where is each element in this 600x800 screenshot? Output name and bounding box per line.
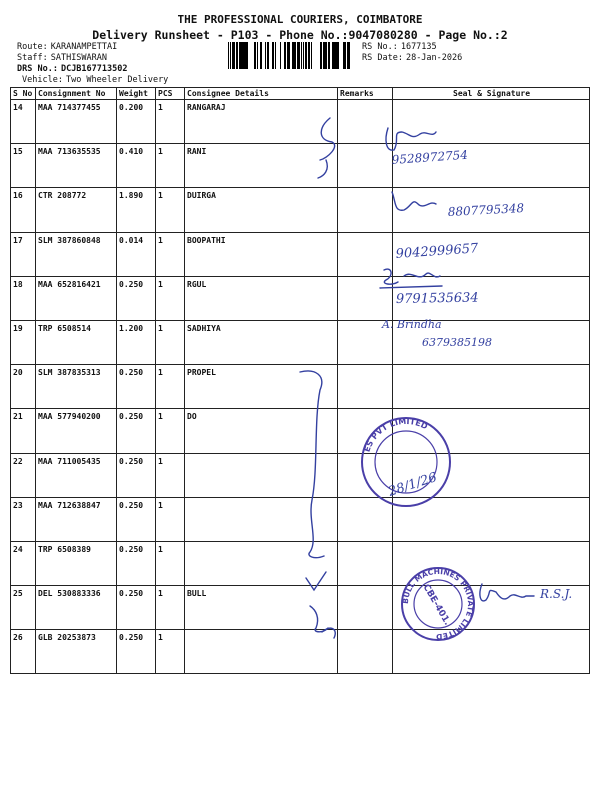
route-value: KARANAMPETTAI: [50, 42, 118, 52]
header-consignment: Consignment No: [36, 88, 117, 100]
cell-pcs: 1: [156, 276, 185, 320]
cell-consignee: BOOPATHI: [185, 232, 338, 276]
handwritten-phone-row18: 9791535634: [395, 290, 479, 307]
cell-weight: 0.250: [117, 409, 156, 453]
cell-consignment: MAA 652816421: [36, 276, 117, 320]
runsheet-table: [10, 87, 590, 674]
cell-consignee: [185, 630, 338, 674]
cell-pcs: 1: [156, 453, 185, 497]
header-weight: Weight: [117, 88, 156, 100]
cell-remarks: [338, 320, 393, 364]
table-header-row: [11, 88, 590, 100]
cell-consignee: RANGARAJ: [185, 100, 338, 144]
table-row: [11, 188, 590, 232]
table-row: [11, 144, 590, 188]
cell-weight: 0.250: [117, 586, 156, 630]
cell-sno: 17: [11, 232, 36, 276]
cell-consignment: GLB 20253873: [36, 630, 117, 674]
cell-sno: 19: [11, 320, 36, 364]
cell-seal: [393, 232, 590, 276]
cell-seal: [393, 144, 590, 188]
staff-value: SATHISWARAN: [50, 53, 108, 63]
cell-consignment: SLM 387835313: [36, 365, 117, 409]
stamp1-ring-text: ES PVT LIMITED: [362, 416, 430, 454]
handwritten-date: 28/1/26: [386, 470, 439, 500]
stamp2-center-text: CBE-401.: [420, 582, 452, 628]
cell-sno: 23: [11, 497, 36, 541]
table-row: [11, 541, 590, 585]
cell-consignment: MAA 577940200: [36, 409, 117, 453]
cell-pcs: 1: [156, 409, 185, 453]
cell-consignment: CTR 208772: [36, 188, 117, 232]
cell-pcs: 1: [156, 586, 185, 630]
route-line: [17, 42, 117, 52]
cell-sno: 18: [11, 276, 36, 320]
cell-pcs: 1: [156, 541, 185, 585]
cell-weight: 0.250: [117, 497, 156, 541]
table-row: [11, 497, 590, 541]
cell-remarks: [338, 144, 393, 188]
handwritten-phone-row17: 9042999657: [395, 241, 479, 262]
cell-consignee: SADHIYA: [185, 320, 338, 364]
table-row: [11, 100, 590, 144]
cell-weight: 1.200: [117, 320, 156, 364]
cell-consignee: [185, 541, 338, 585]
cell-remarks: [338, 409, 393, 453]
cell-seal: [393, 409, 590, 453]
vehicle-value: Two Wheeler Delivery: [65, 75, 169, 85]
cell-seal: [393, 453, 590, 497]
stamp2-ring-text: BULL MACHINES PRIVATE LIMITED: [400, 566, 476, 642]
header-sno: S No: [11, 88, 36, 100]
cell-sno: 26: [11, 630, 36, 674]
cell-seal: [393, 188, 590, 232]
company-title: THE PROFESSIONAL COURIERS, COIMBATORE: [177, 13, 423, 26]
staff-line: [17, 53, 107, 63]
cell-pcs: 1: [156, 365, 185, 409]
rs-no-label: RS No.:: [362, 42, 398, 52]
runsheet-title: Delivery Runsheet - P103 - Phone No.:9047080280 - Page No.:2: [92, 28, 508, 42]
handwritten-name-row19: A. Brindha: [382, 318, 442, 331]
cell-pcs: 1: [156, 320, 185, 364]
cell-weight: 0.250: [117, 365, 156, 409]
table-row: [11, 365, 590, 409]
rs-no-line: [362, 42, 437, 52]
cell-pcs: 1: [156, 188, 185, 232]
cell-weight: 0.014: [117, 232, 156, 276]
cell-remarks: [338, 497, 393, 541]
cell-consignee: DUIRGA: [185, 188, 338, 232]
cell-sno: 25: [11, 586, 36, 630]
cell-consignee: DO: [185, 409, 338, 453]
cell-consignment: MAA 711005435: [36, 453, 117, 497]
cell-seal: [393, 541, 590, 585]
cell-pcs: 1: [156, 630, 185, 674]
table-row: [11, 586, 590, 630]
rs-date-label: RS Date:: [362, 53, 403, 63]
cell-pcs: 1: [156, 497, 185, 541]
cell-consignment: DEL 530883336: [36, 586, 117, 630]
cell-seal: [393, 100, 590, 144]
table-row: [11, 409, 590, 453]
cell-pcs: 1: [156, 100, 185, 144]
cell-weight: 0.250: [117, 453, 156, 497]
drs-value: DCJB167713502: [60, 64, 128, 74]
drs-label: DRS No.:: [17, 64, 58, 74]
cell-weight: 1.890: [117, 188, 156, 232]
cell-sno: 16: [11, 188, 36, 232]
header-seal: Seal & Signature: [393, 88, 590, 100]
table-row: [11, 232, 590, 276]
cell-sno: 22: [11, 453, 36, 497]
cell-consignment: TRP 6508389: [36, 541, 117, 585]
cell-consignment: MAA 713635535: [36, 144, 117, 188]
cell-weight: 0.250: [117, 276, 156, 320]
cell-seal: [393, 497, 590, 541]
cell-seal: [393, 586, 590, 630]
cell-sno: 20: [11, 365, 36, 409]
handwritten-phone-row16: 8807795348: [447, 201, 525, 219]
cell-remarks: [338, 630, 393, 674]
cell-consignment: SLM 387860848: [36, 232, 117, 276]
cell-pcs: 1: [156, 144, 185, 188]
header-pcs: PCS: [156, 88, 185, 100]
cell-seal: [393, 320, 590, 364]
rs-no-value: 1677135: [400, 42, 437, 52]
route-label: Route:: [17, 42, 48, 52]
cell-weight: 0.410: [117, 144, 156, 188]
cell-consignee: RANI: [185, 144, 338, 188]
table-row: [11, 630, 590, 674]
cell-consignee: [185, 453, 338, 497]
table-row: [11, 320, 590, 364]
cell-consignment: MAA 714377455: [36, 100, 117, 144]
drs-line: [17, 64, 127, 74]
handwritten-phone-row19: 6379385198: [422, 336, 492, 349]
header-consignee: Consignee Details: [185, 88, 338, 100]
cell-consignee: BULL: [185, 586, 338, 630]
cell-consignment: TRP 6508514: [36, 320, 117, 364]
rs-date-line: [362, 53, 462, 63]
cell-consignee: RGUL: [185, 276, 338, 320]
cell-pcs: 1: [156, 232, 185, 276]
table-row: [11, 276, 590, 320]
cell-weight: 0.200: [117, 100, 156, 144]
handwritten-initials-row25: R.S.J.: [540, 587, 573, 601]
cell-seal: [393, 365, 590, 409]
header-remarks: Remarks: [338, 88, 393, 100]
vehicle-label: Vehicle:: [22, 75, 63, 85]
cell-seal: [393, 630, 590, 674]
cell-sno: 15: [11, 144, 36, 188]
cell-seal: [393, 276, 590, 320]
cell-remarks: [338, 188, 393, 232]
cell-consignment: MAA 712638847: [36, 497, 117, 541]
cell-remarks: [338, 276, 393, 320]
cell-remarks: [338, 100, 393, 144]
cell-sno: 21: [11, 409, 36, 453]
table-row: [11, 453, 590, 497]
barcode-image: [228, 42, 354, 69]
cell-consignee: PROPEL: [185, 365, 338, 409]
cell-remarks: [338, 232, 393, 276]
rs-date-value: 28-Jan-2026: [405, 53, 463, 63]
cell-weight: 0.250: [117, 541, 156, 585]
cell-weight: 0.250: [117, 630, 156, 674]
cell-remarks: [338, 453, 393, 497]
cell-sno: 14: [11, 100, 36, 144]
cell-remarks: [338, 365, 393, 409]
cell-consignee: [185, 497, 338, 541]
staff-label: Staff:: [17, 53, 48, 63]
cell-remarks: [338, 586, 393, 630]
cell-remarks: [338, 541, 393, 585]
cell-sno: 24: [11, 541, 36, 585]
vehicle-line: [22, 75, 168, 85]
handwritten-phone-row15: 9528972754: [391, 147, 469, 167]
